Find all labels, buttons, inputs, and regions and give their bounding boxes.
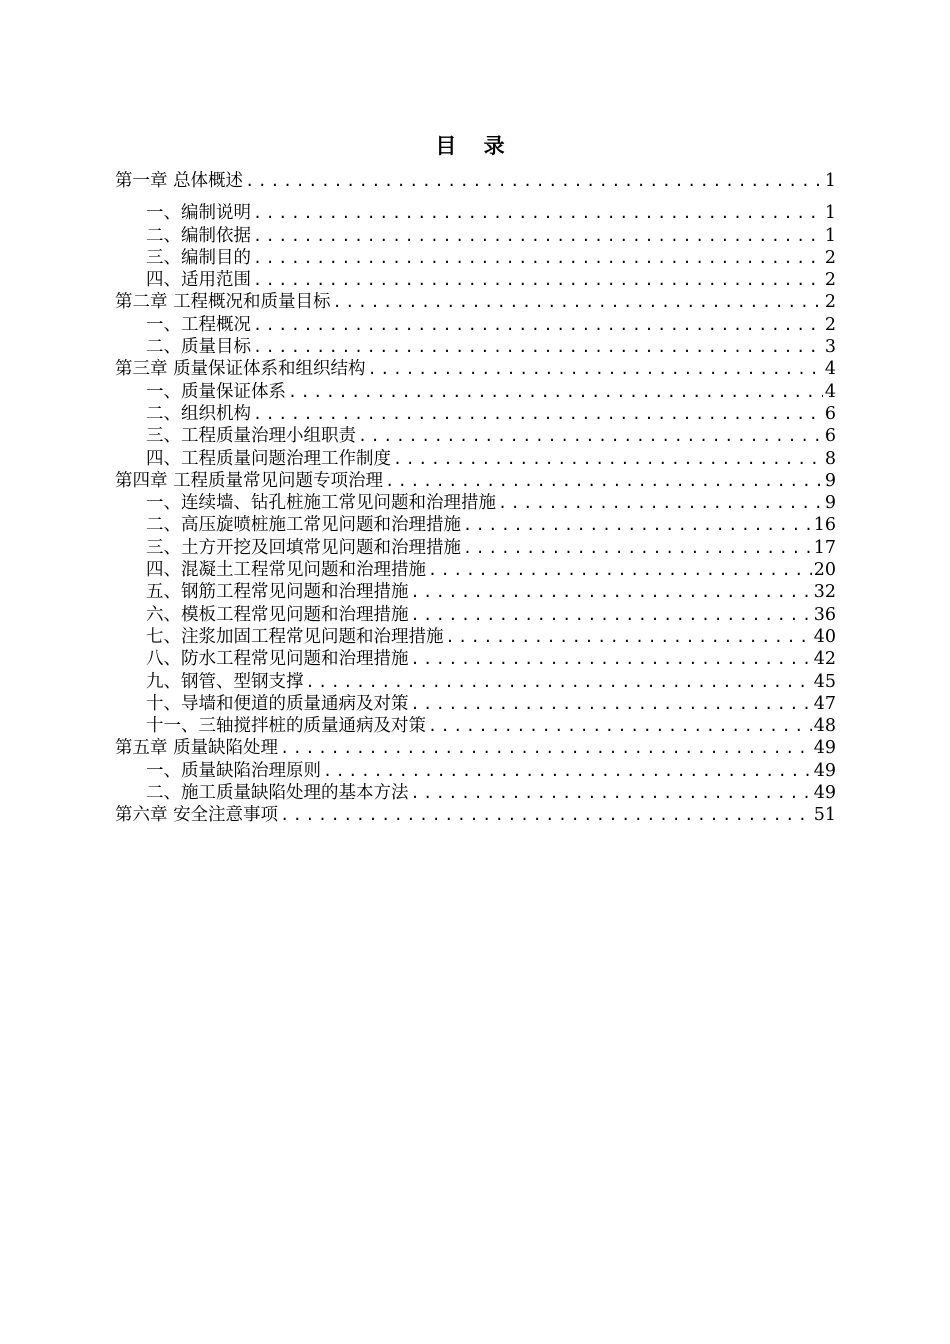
toc-entry-text: 四、混凝土工程常见问题和治理措施 bbox=[146, 560, 426, 581]
toc-page-number: 6 bbox=[824, 403, 836, 424]
toc-dot-leader bbox=[446, 626, 812, 648]
toc-page-number: 6 bbox=[824, 426, 836, 447]
toc-entry-section[interactable] bbox=[115, 247, 836, 269]
toc-page-number: 2 bbox=[824, 270, 836, 291]
toc-page-number: 17 bbox=[813, 537, 836, 558]
toc-entry-chapter[interactable] bbox=[115, 737, 836, 759]
toc-entry-section[interactable] bbox=[115, 336, 836, 358]
toc-entry-section[interactable] bbox=[115, 671, 836, 693]
toc-dot-leader bbox=[428, 715, 812, 737]
toc-dot-leader bbox=[253, 403, 823, 425]
toc-page-number: 9 bbox=[824, 470, 836, 491]
toc-page-number: 1 bbox=[824, 225, 836, 246]
toc-dot-leader bbox=[498, 492, 823, 514]
toc-dot-leader bbox=[253, 314, 823, 336]
toc-page-number: 49 bbox=[813, 738, 836, 759]
toc-dot-leader bbox=[411, 693, 812, 715]
toc-dot-leader bbox=[428, 559, 812, 581]
toc-page-number: 45 bbox=[813, 671, 836, 692]
toc-page-number: 4 bbox=[824, 359, 836, 380]
toc-page-number: 49 bbox=[813, 783, 836, 804]
toc-entry-section[interactable] bbox=[115, 581, 836, 603]
toc-entry-text: 八、防水工程常见问题和治理措施 bbox=[146, 649, 409, 670]
toc-dot-leader bbox=[253, 269, 823, 291]
toc-entry-chapter[interactable] bbox=[115, 804, 836, 826]
toc-dot-leader bbox=[253, 336, 823, 358]
toc-entry-text: 三、编制目的 bbox=[146, 247, 251, 268]
toc-entry-text: 一、质量保证体系 bbox=[146, 381, 286, 402]
toc-list bbox=[115, 170, 836, 827]
toc-page-number: 47 bbox=[813, 693, 836, 714]
toc-page-number: 49 bbox=[813, 760, 836, 781]
toc-dot-leader bbox=[385, 470, 823, 492]
toc-entry-section[interactable] bbox=[115, 715, 836, 737]
toc-entry-text: 九、钢管、型钢支撑 bbox=[146, 671, 304, 692]
toc-entry-text: 二、组织机构 bbox=[146, 403, 251, 424]
toc-dot-leader bbox=[368, 358, 823, 380]
toc-entry-text: 二、高压旋喷桩施工常见问题和治理措施 bbox=[146, 515, 461, 536]
toc-entry-text: 一、工程概况 bbox=[146, 314, 251, 335]
toc-entry-section[interactable] bbox=[115, 537, 836, 559]
toc-entry-text: 五、钢筋工程常见问题和治理措施 bbox=[146, 582, 409, 603]
toc-entry-text: 第一章 总体概述 bbox=[115, 171, 244, 191]
toc-entry-text: 第五章 质量缺陷处理 bbox=[115, 738, 279, 759]
toc-entry-section[interactable] bbox=[115, 782, 836, 804]
toc-dot-leader bbox=[463, 514, 812, 536]
toc-entry-section[interactable] bbox=[115, 559, 836, 581]
toc-entry-section[interactable] bbox=[115, 514, 836, 536]
toc-page-number: 20 bbox=[813, 560, 836, 581]
toc-entry-text: 二、质量目标 bbox=[146, 337, 251, 358]
toc-dot-leader bbox=[411, 604, 812, 626]
toc-entry-text: 第二章 工程概况和质量目标 bbox=[115, 292, 331, 313]
toc-entry-section[interactable] bbox=[115, 425, 836, 447]
toc-dot-leader bbox=[280, 737, 812, 759]
toc-page-number: 1 bbox=[824, 203, 836, 224]
toc-page-number: 1 bbox=[824, 171, 836, 191]
toc-dot-leader bbox=[280, 804, 812, 826]
toc-page-number: 2 bbox=[824, 247, 836, 268]
toc-entry-chapter[interactable] bbox=[115, 170, 836, 192]
toc-page-number: 40 bbox=[813, 626, 836, 647]
toc-entry-text: 一、质量缺陷治理原则 bbox=[146, 760, 321, 781]
toc-entry-text: 第六章 安全注意事项 bbox=[115, 805, 279, 826]
toc-dot-leader bbox=[393, 448, 823, 470]
toc-dot-leader bbox=[411, 581, 812, 603]
toc-dot-leader bbox=[463, 537, 812, 559]
toc-dot-leader bbox=[411, 782, 812, 804]
toc-dot-leader bbox=[245, 170, 823, 192]
toc-entry-text: 三、土方开挖及回填常见问题和治理措施 bbox=[146, 537, 461, 558]
toc-page-number: 36 bbox=[813, 604, 836, 625]
toc-page-number: 3 bbox=[824, 337, 836, 358]
toc-entry-text: 三、工程质量治理小组职责 bbox=[146, 426, 356, 447]
toc-entry-text: 第三章 质量保证体系和组织结构 bbox=[115, 359, 366, 380]
toc-page-number: 16 bbox=[813, 515, 836, 536]
toc-page-number: 8 bbox=[824, 448, 836, 469]
toc-entry-text: 四、工程质量问题治理工作制度 bbox=[146, 448, 391, 469]
toc-entry-section[interactable] bbox=[115, 269, 836, 291]
toc-dot-leader bbox=[323, 760, 812, 782]
toc-entry-text: 一、连续墙、钻孔桩施工常见问题和治理措施 bbox=[146, 493, 496, 514]
toc-entry-chapter[interactable] bbox=[115, 470, 836, 492]
toc-entry-section[interactable] bbox=[115, 693, 836, 715]
toc-dot-leader bbox=[253, 247, 823, 269]
toc-dot-leader bbox=[253, 225, 823, 247]
toc-dot-leader bbox=[358, 425, 823, 447]
toc-entry-text: 四、适用范围 bbox=[146, 270, 251, 291]
toc-entry-section[interactable] bbox=[115, 381, 836, 403]
toc-entry-text: 十一、三轴搅拌桩的质量通病及对策 bbox=[146, 716, 426, 737]
toc-dot-leader bbox=[306, 671, 812, 693]
toc-page-number: 4 bbox=[824, 381, 836, 402]
toc-page-number: 2 bbox=[824, 292, 836, 313]
toc-entry-section[interactable] bbox=[115, 760, 836, 782]
toc-entry-chapter[interactable] bbox=[115, 358, 836, 380]
toc-page-number: 42 bbox=[813, 649, 836, 670]
toc-page-number: 51 bbox=[813, 805, 836, 826]
toc-entry-chapter[interactable] bbox=[115, 291, 836, 313]
toc-entry-section[interactable] bbox=[115, 604, 836, 626]
toc-dot-leader bbox=[333, 291, 823, 313]
toc-dot-leader bbox=[253, 202, 823, 224]
toc-entry-section[interactable] bbox=[115, 626, 836, 648]
toc-entry-text: 第四章 工程质量常见问题专项治理 bbox=[115, 470, 384, 491]
toc-page-number: 32 bbox=[813, 582, 836, 603]
toc-entry-text: 一、编制说明 bbox=[146, 203, 251, 224]
toc-entry-text: 六、模板工程常见问题和治理措施 bbox=[146, 604, 409, 625]
toc-entry-text: 七、注浆加固工程常见问题和治理措施 bbox=[146, 626, 444, 647]
toc-entry-section[interactable] bbox=[115, 202, 836, 224]
toc-entry-section[interactable] bbox=[115, 448, 836, 470]
toc-entry-text: 二、编制依据 bbox=[146, 225, 251, 246]
toc-entry-section[interactable] bbox=[115, 648, 836, 670]
toc-dot-leader bbox=[288, 381, 823, 403]
toc-entry-section[interactable] bbox=[115, 492, 836, 514]
toc-entry-section[interactable] bbox=[115, 225, 836, 247]
toc-entry-text: 十、导墙和便道的质量通病及对策 bbox=[146, 693, 409, 714]
toc-page-number: 48 bbox=[813, 716, 836, 737]
toc-entry-section[interactable] bbox=[115, 403, 836, 425]
toc-page-number: 9 bbox=[824, 493, 836, 514]
toc-dot-leader bbox=[411, 648, 812, 670]
toc-entry-section[interactable] bbox=[115, 314, 836, 336]
toc-entry-text: 二、施工质量缺陷处理的基本方法 bbox=[146, 783, 409, 804]
toc-page-number: 2 bbox=[824, 314, 836, 335]
toc-title: 目 录 bbox=[435, 134, 515, 158]
